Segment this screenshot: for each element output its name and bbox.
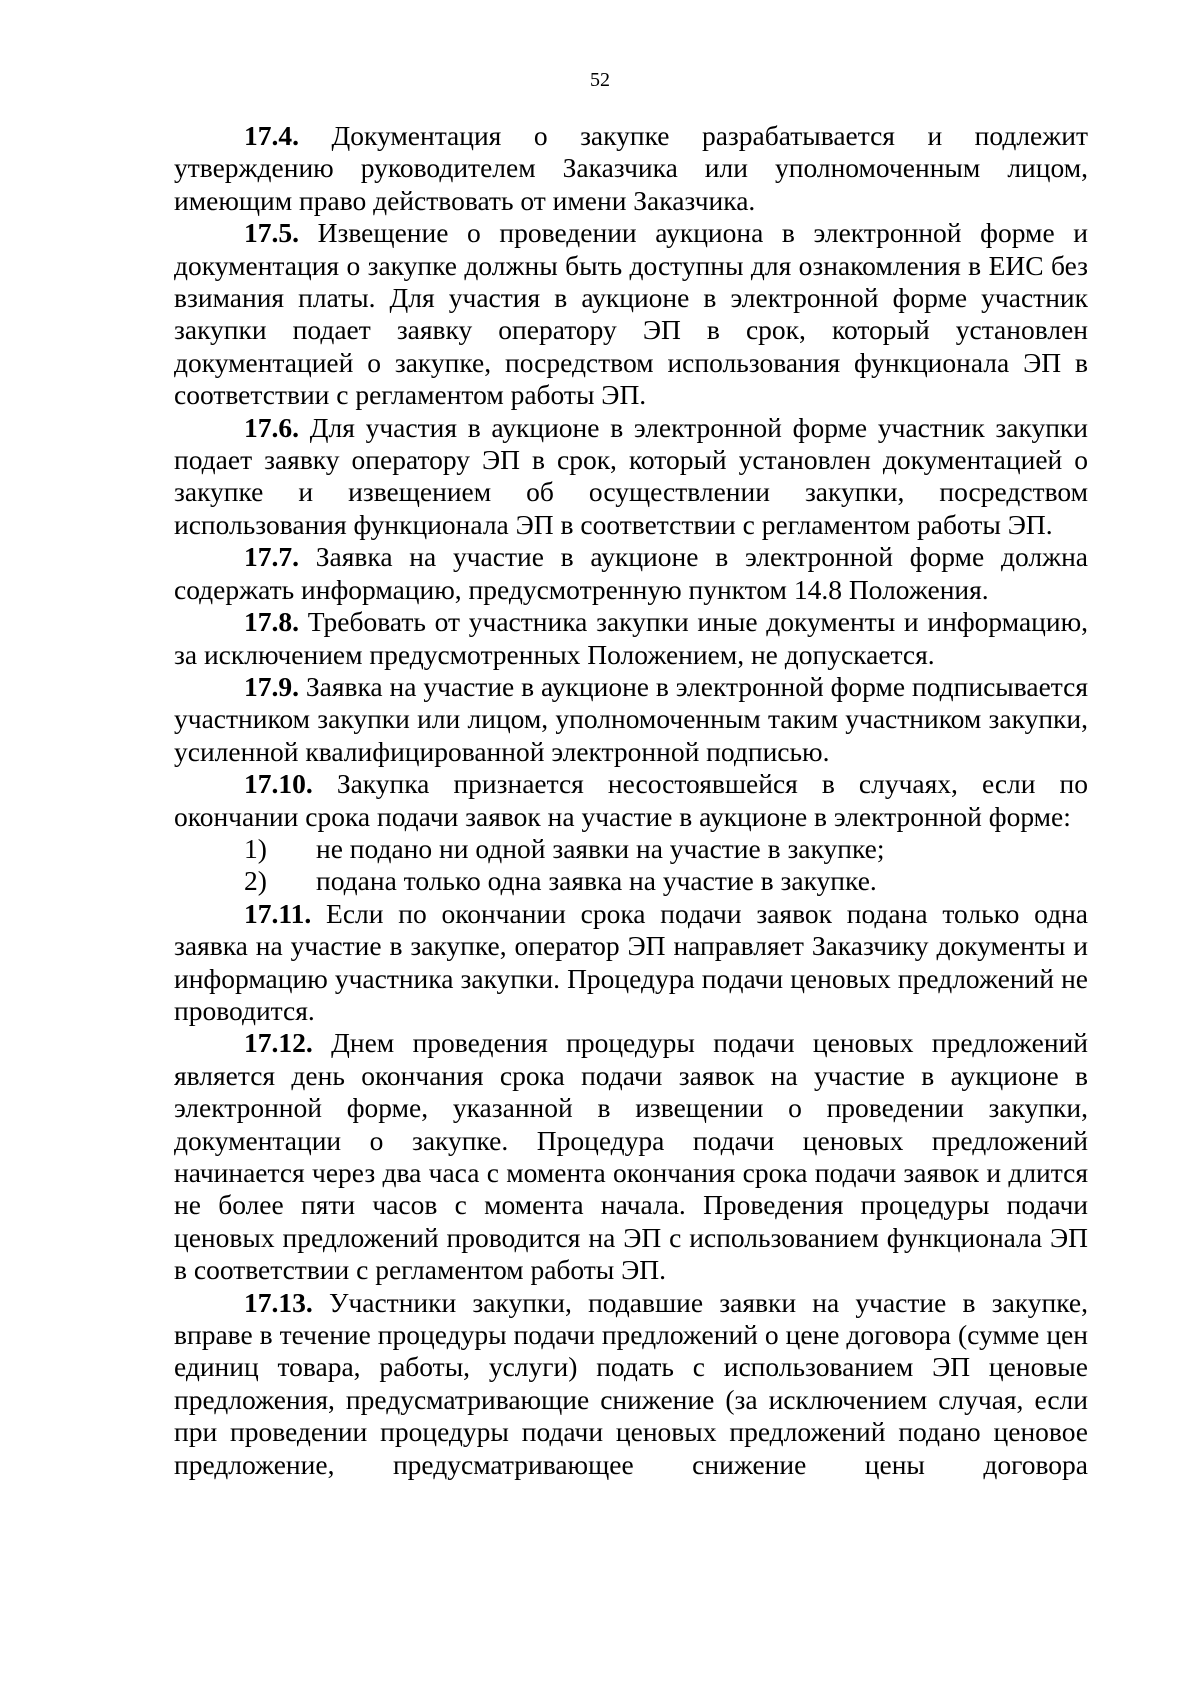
list-item-number: 1) — [244, 832, 267, 864]
list-item — [174, 865, 1088, 897]
paragraph-17-7 — [174, 541, 1088, 606]
paragraph-17-10 — [174, 768, 1088, 833]
paragraph-number: 17.13. — [244, 1286, 313, 1318]
paragraph-number: 17.12. — [244, 1027, 313, 1059]
paragraph-number: 17.10. — [244, 768, 313, 800]
paragraph-text: Документация о закупке разрабатывается и подлежит утверждению руководителем Заказчика или уполномоченным лицом, имеющим право действовать от имени Заказчика. — [174, 120, 1088, 216]
paragraph-text: Заявка на участие в аукционе в электронной форме подписывается участником закупки или лицом, уполномоченным таким участником закупки, усиленной квалифицированной электронной подписью. — [174, 670, 1089, 767]
paragraph-17-5 — [174, 217, 1088, 411]
paragraph-text: Требовать от участника закупки иные документы и информацию, за исключением предусмотренных Положением, не допускается. — [174, 606, 1089, 670]
paragraph-text: Участники закупки, подавшие заявки на участие в закупке, вправе в течение процедуры подачи предложений о цене договора (сумме цен единиц товара, работы, услуги) подать с использованием ЭП ценовые предложения, предусматривающие снижение (за исключением случая, если при проведении процедуры подачи ценовых предложений подано ценовое предложение, предусматривающее снижение цены договора — [174, 1286, 1088, 1480]
paragraph-text: Закупка признается несостоявшейся в случаях, если по окончании срока подачи заявок на участие в аукционе в электронной форме: — [174, 768, 1089, 832]
paragraph-number: 17.5. — [244, 217, 299, 249]
list-item-text: подана только одна заявка на участие в закупке. — [316, 865, 877, 897]
document-body — [174, 120, 1088, 1481]
paragraph-number: 17.4. — [244, 120, 299, 151]
paragraph-text: Для участия в аукционе в электронной форме участник закупки подает заявку оператору ЭП в срок, который установлен документацией о закупке и извещением об осуществлении закупки, посредством использования функционала ЭП в соответствии с регламентом работы ЭП. — [174, 411, 1088, 540]
page-number: 52 — [590, 69, 610, 91]
paragraph-number: 17.7. — [244, 541, 299, 573]
paragraph-number: 17.9. — [244, 670, 299, 702]
paragraph-text: Заявка на участие в аукционе в электронной форме должна содержать информацию, предусмотренную пунктом 14.8 Положения. — [174, 541, 1089, 605]
paragraph-number: 17.6. — [244, 411, 299, 443]
paragraph-17-11 — [174, 898, 1088, 1028]
paragraph-17-9 — [174, 671, 1088, 768]
paragraph-17-12 — [174, 1027, 1088, 1286]
list-item-number: 2) — [244, 865, 267, 897]
paragraph-17-6 — [174, 412, 1088, 542]
paragraph-text: Днем проведения процедуры подачи ценовых предложений является день окончания срока подачи заявок на участие в аукционе в электронной форме, указанной в извещении о проведении закупки, документации о закупке. Процедура подачи ценовых предложений начинается через два часа с момента окончания срока подачи заявок и длится не более пяти часов с момента начала. Проведения процедуры подачи ценовых предложений проводится на ЭП с использованием функционала ЭП в соответствии с регламентом работы ЭП. — [174, 1027, 1088, 1286]
list-item — [174, 833, 1088, 865]
paragraph-text: Извещение о проведении аукциона в электронной форме и документация о закупке должны быть доступны для ознакомления в ЕИС без взимания платы. Для участия в аукционе в электронной форме участник закупки подает заявку оператору ЭП в срок, который установлен документацией о закупке, посредством использования функционала ЭП в соответствии с регламентом работы ЭП. — [174, 217, 1089, 411]
paragraph-17-8 — [174, 606, 1088, 671]
paragraph-number: 17.8. — [244, 606, 299, 638]
paragraph-17-4 — [174, 120, 1088, 217]
paragraph-number: 17.11. — [244, 897, 312, 929]
list-item-text: не подано ни одной заявки на участие в закупке; — [316, 832, 885, 864]
paragraph-text: Если по окончании срока подачи заявок подана только одна заявка на участие в закупке, оператор ЭП направляет Заказчику документы и информацию участника закупки. Процедура подачи ценовых предложений не проводится. — [174, 897, 1088, 1026]
paragraph-17-13 — [174, 1287, 1088, 1481]
